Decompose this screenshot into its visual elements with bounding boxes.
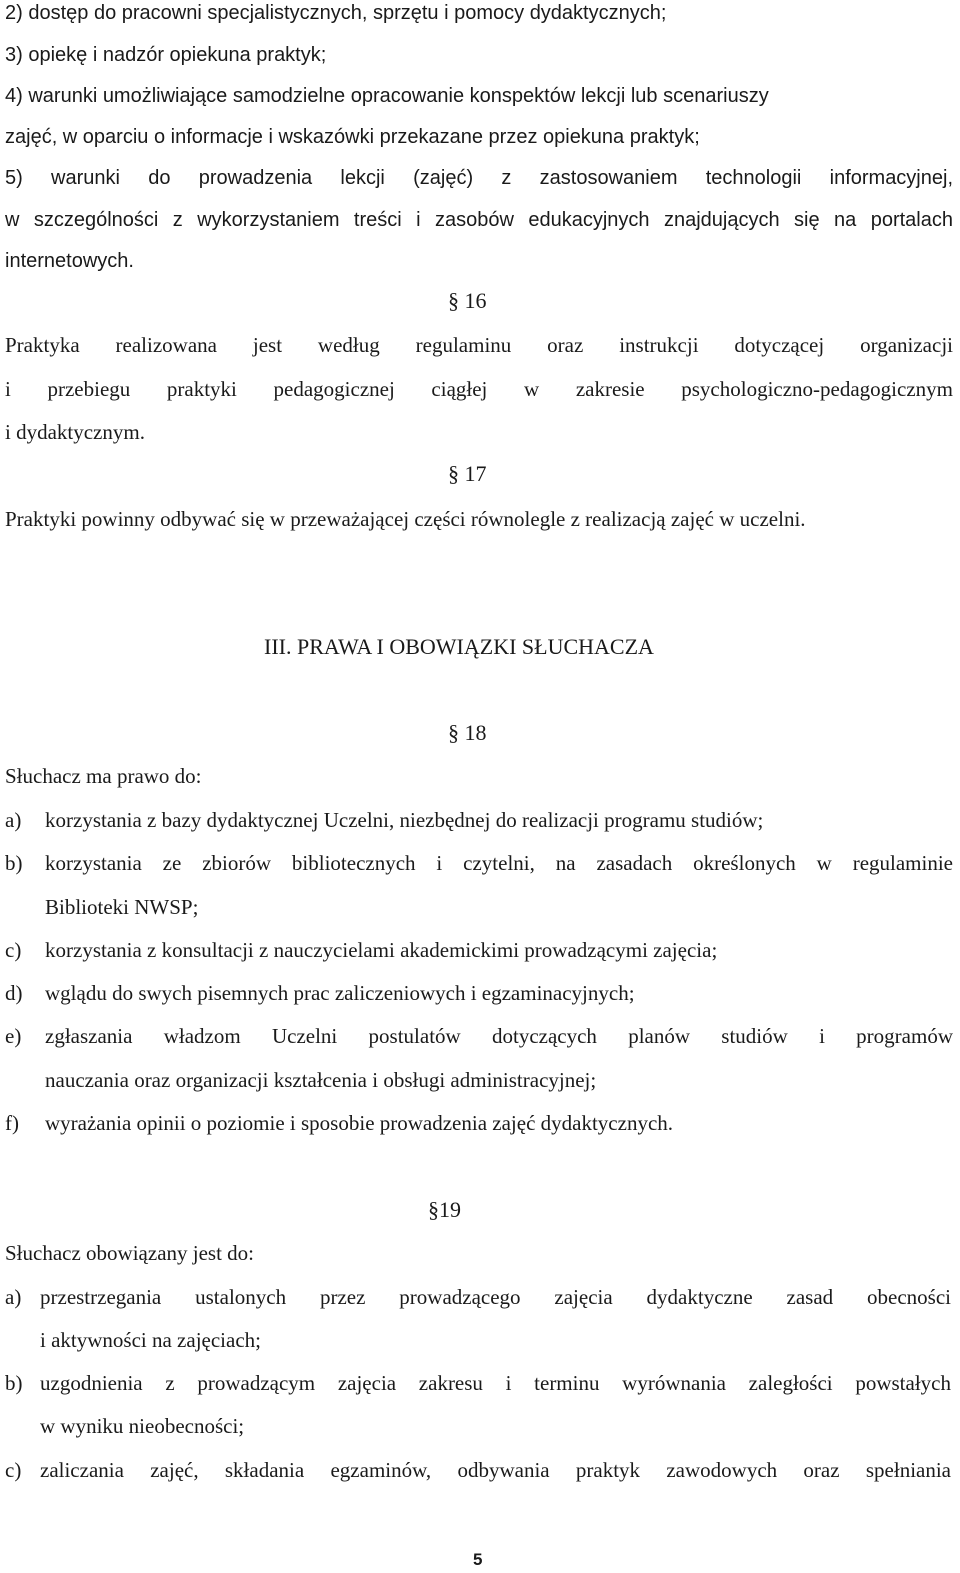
chapter-title: III. PRAWA I OBOWIĄZKI SŁUCHACZA — [264, 634, 654, 659]
s18-item-b-label: b) — [5, 851, 23, 875]
list-item-5-end: internetowych. — [5, 250, 134, 272]
s19-item-b: uzgodnienia z prowadzącym zajęcia zakresu i terminu wyrównania zaległości powstałych — [40, 1371, 951, 1395]
s18-item-d: wglądu do swych pisemnych prac zaliczeniowych i egzaminacyjnych; — [45, 981, 635, 1005]
s18-item-f-label: f) — [5, 1111, 19, 1135]
s18-item-a: korzystania z bazy dydaktycznej Uczelni, niezbędnej do realizacji programu studiów; — [45, 808, 764, 832]
s18-intro: Słuchacz ma prawo do: — [5, 764, 202, 788]
list-item-2: 2) dostęp do pracowni specjalistycznych, sprzętu i pomocy dydaktycznych; — [5, 2, 667, 24]
s19-item-a-label: a) — [5, 1285, 22, 1309]
s18-item-b-cont: Biblioteki NWSP; — [45, 895, 199, 919]
s19-item-c-label: c) — [5, 1458, 22, 1482]
s18-item-b: korzystania ze zbiorów bibliotecznych i czytelni, na zasadach określonych w regulaminie — [45, 851, 953, 875]
s18-item-c-label: c) — [5, 938, 22, 962]
s19-item-b-label: b) — [5, 1371, 23, 1395]
section-heading-19: §19 — [428, 1197, 461, 1222]
section-heading-17: § 17 — [448, 461, 487, 486]
s18-item-e: zgłaszania władzom Uczelni postulatów dotyczących planów studiów i programów — [45, 1024, 953, 1048]
list-item-5: 5) warunki do prowadzenia lekcji (zajęć) z zastosowaniem technologii informacyjnej, — [5, 167, 953, 189]
s19-intro: Słuchacz obowiązany jest do: — [5, 1241, 255, 1265]
s17-text: Praktyki powinny odbywać się w przeważającej części równolegle z realizacją zajęć w uczelni. — [5, 507, 806, 531]
s18-item-c: korzystania z konsultacji z nauczycielami akademickimi prowadzącymi zajęcia; — [45, 938, 718, 962]
s18-item-e-cont: nauczania oraz organizacji kształcenia i obsługi administracyjnej; — [45, 1068, 597, 1092]
s18-item-d-label: d) — [5, 981, 23, 1005]
page-number: 5 — [473, 1550, 483, 1569]
list-item-3: 3) opiekę i nadzór opiekuna praktyk; — [5, 44, 327, 66]
s16-line-2: i przebiegu praktyki pedagogicznej ciągłej w zakresie psychologiczno-pedagogicznym — [5, 377, 953, 401]
list-item-5-cont: w szczególności z wykorzystaniem treści i zasobów edukacyjnych znajdujących się na portalach — [5, 209, 953, 231]
s19-item-c: zaliczania zajęć, składania egzaminów, odbywania praktyk zawodowych oraz spełniania — [40, 1458, 951, 1482]
section-heading-18: § 18 — [448, 720, 487, 745]
s19-item-b-cont: w wyniku nieobecności; — [40, 1414, 245, 1438]
s19-item-a-cont: i aktywności na zajęciach; — [40, 1328, 261, 1352]
s18-item-e-label: e) — [5, 1024, 22, 1048]
section-heading-16: § 16 — [448, 288, 487, 313]
s16-line-1: Praktyka realizowana jest według regulaminu oraz instrukcji dotyczącej organizacji — [5, 333, 953, 357]
s16-line-3: i dydaktycznym. — [5, 420, 145, 444]
s19-item-a: przestrzegania ustalonych przez prowadzącego zajęcia dydaktyczne zasad obecności — [40, 1285, 951, 1309]
list-item-4: 4) warunki umożliwiające samodzielne opracowanie konspektów lekcji lub scenariuszy — [5, 85, 769, 107]
s18-item-f: wyrażania opinii o poziomie i sposobie prowadzenia zajęć dydaktycznych. — [45, 1111, 674, 1135]
list-item-4-cont: zajęć, w oparciu o informacje i wskazówki przekazane przez opiekuna praktyk; — [5, 126, 700, 148]
s18-item-a-label: a) — [5, 808, 22, 832]
